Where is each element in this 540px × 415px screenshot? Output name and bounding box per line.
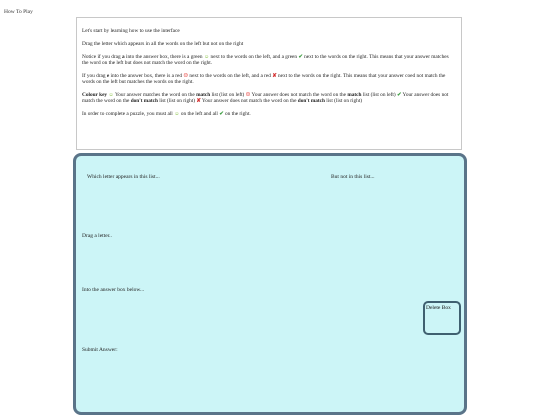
if-drag-text-3: next to the words on the left, and a red (188, 72, 273, 79)
submit-answer-label: Submit Answer: (82, 347, 118, 353)
page-heading: How To Play (4, 9, 33, 15)
complete-text-2: on the left and all (179, 110, 220, 117)
notice-letter: a (122, 53, 125, 60)
key-a-text-2: list (list on left) (210, 91, 246, 98)
intro-text: Let's start by learning how to use the interface (82, 28, 180, 34)
green-check-icon: ✔ (219, 110, 224, 117)
complete-text-1: In order to complete a puzzle, you must all (82, 110, 175, 117)
colour-key-title: Colour key (82, 91, 108, 98)
green-smiley-icon: ☺ (203, 53, 210, 60)
key-b-text-2: list (list on left) (361, 91, 397, 98)
key-d-text-1: Your answer does not match the word on the (200, 98, 298, 105)
key-c-text-2: list (list on right) (157, 98, 197, 105)
if-drag-paragraph (82, 73, 456, 86)
key-b-bold: match (347, 91, 362, 98)
red-frown-icon: ☹ (245, 91, 251, 98)
answer-box-label: Into the answer box below... (82, 287, 145, 293)
green-smiley-icon: ☺ (174, 110, 180, 117)
red-cross-icon: ✘ (196, 98, 201, 105)
game-board (73, 153, 467, 415)
red-frown-icon: ☹ (183, 72, 189, 79)
notice-text-3: next to the words on the left, and a green (209, 53, 299, 60)
red-cross-icon: ✘ (272, 72, 277, 79)
green-smiley-icon: ☺ (108, 91, 114, 98)
if-drag-text-2: into the answer box, there is a red (109, 72, 184, 79)
delete-box[interactable] (423, 301, 461, 335)
key-a-bold: match (196, 91, 211, 98)
key-d-bold: don't match (297, 98, 325, 105)
drag-letter-label: Drag a letter.. (82, 233, 112, 239)
delete-box-label: Delete Box (426, 305, 451, 311)
complete-text-3: on the right. (223, 110, 251, 117)
key-c-text-1: Your answer does not match the word on the (82, 91, 449, 105)
match-list-label: Which letter appears in this list... (87, 174, 160, 180)
key-c-bold: don't match (130, 98, 158, 105)
notice-text-2: into the answer box, there is a green (124, 53, 204, 60)
green-check-icon: ✔ (298, 53, 303, 60)
if-drag-text-4: next to the words on the right. This means that your answer coed not match the words on the left but matches the words on the right. (82, 72, 446, 85)
notice-paragraph (82, 54, 456, 67)
drag-rule-text: Drag the letter which appears in all the words on the left but not on the right (82, 40, 244, 47)
instructions-panel (76, 17, 462, 150)
notice-text-1: Notice if you drag (82, 53, 123, 60)
complete-paragraph (82, 111, 456, 117)
key-a-text-1: Your answer matches the word on the (113, 91, 197, 98)
green-check-icon: ✔ (396, 91, 402, 98)
colour-key-paragraph (82, 92, 456, 105)
if-drag-letter: e (106, 72, 110, 79)
key-d-text-2: list (list on right) (324, 98, 363, 105)
notice-text-4: next to the words on the right. This means that your answer matches the word on the left but does not match the word on the right. (82, 53, 449, 66)
dont-match-list-label: But not in this list... (331, 174, 375, 180)
key-b-text-1: Your answer does not match the word on the (250, 91, 348, 98)
if-drag-text-1: If you drag (82, 72, 107, 79)
